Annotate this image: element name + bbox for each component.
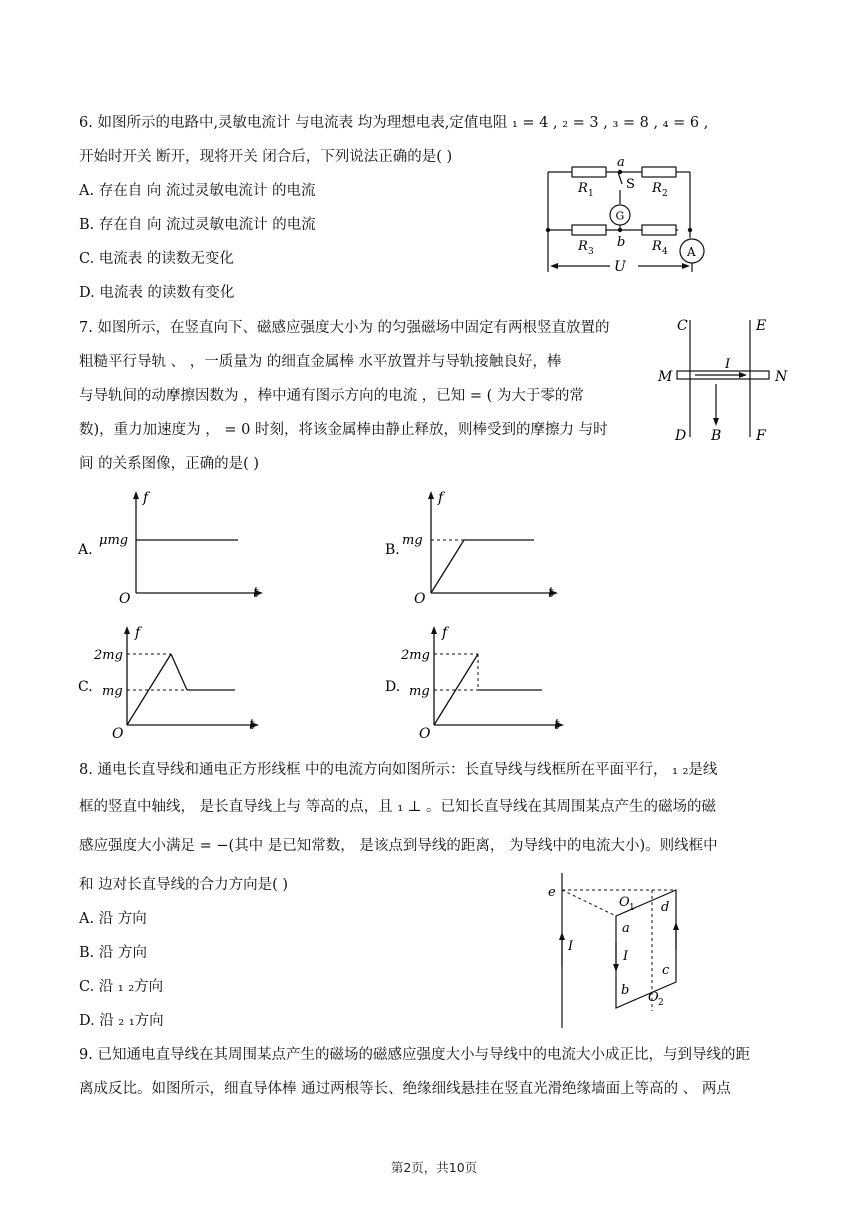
q7-graph-d bbox=[382, 620, 582, 745]
q8-label-o2: O bbox=[648, 990, 659, 1005]
q7-graph-b-f: f bbox=[438, 490, 444, 506]
q8-option-b: B. 沿 方向 bbox=[79, 945, 147, 961]
q8-label-c: c bbox=[662, 963, 670, 978]
q8-line-1: 8. 通电长直导线和通电正方形线框 中的电流方向如图所示：长直导线与线框所在平面平行， ₁ ₂是线 bbox=[79, 762, 718, 778]
q6-label-a: a bbox=[617, 155, 625, 170]
q7-label-c: C bbox=[677, 318, 688, 334]
q6-circuit-diagram bbox=[530, 150, 730, 280]
q6-option-b: B. 存在自 向 流过灵敏电流计 的电流 bbox=[79, 217, 316, 233]
q7-graph-c-level-2: 2mg bbox=[94, 648, 123, 663]
q8-label-i-wire: I bbox=[568, 939, 574, 954]
q6-option-a: A. 存在自 向 流过灵敏电流计 的电流 bbox=[79, 183, 316, 199]
q7-graph-c-f: f bbox=[135, 625, 141, 641]
q7-graph-b-t: t bbox=[548, 585, 554, 601]
q6-label-s: S bbox=[626, 177, 635, 192]
q7-graph-a bbox=[75, 485, 275, 610]
q6-line-1: 6. 如图所示的电路中,灵敏电流计 与电流表 均为理想电表,定值电阻 ₁ = 4 , ₂ = 3 , ₃ = 8 , ₄ = 6 , bbox=[79, 115, 709, 131]
q7-graph-c-option: C. bbox=[78, 679, 93, 695]
q8-label-o2-sub: 2 bbox=[658, 998, 664, 1008]
q8-label-i-frame: I bbox=[623, 949, 629, 964]
q7-line-4: 数)，重力加速度为 ， = 0 时刻，将该金属棒由静止释放，则棒受到的摩擦力 与时 bbox=[79, 422, 608, 438]
q7-label-m: M bbox=[658, 369, 673, 385]
q9-line-2: 离成反比。如图所示，细直导体棒 通过两根等长、绝缘细线悬挂在竖直光滑绝缘墙面上等高的 、 两点 bbox=[79, 1081, 731, 1097]
q7-graph-c bbox=[75, 620, 275, 745]
q7-graph-b-origin: O bbox=[414, 591, 426, 607]
q7-graph-a-level: μmg bbox=[99, 533, 129, 548]
q8-label-o1-sub: 1 bbox=[629, 903, 635, 913]
q7-graph-d-level-1: mg bbox=[409, 684, 430, 699]
q7-graph-a-f: f bbox=[143, 490, 149, 506]
q7-label-e: E bbox=[756, 318, 767, 334]
q8-option-d: D. 沿 ₂ ₁方向 bbox=[79, 1013, 164, 1029]
q8-line-3: 感应强度大小满足 = −(其中 是已知常数， 是该点到导线的距离， 为导线中的电流大小)。则线框中 bbox=[79, 838, 718, 854]
q6-galvanometer-label: G bbox=[615, 209, 625, 223]
q6-option-c: C. 电流表 的读数无变化 bbox=[79, 251, 234, 267]
q9-line-1: 9. 已知通电直导线在其周围某点产生的磁场的磁感应强度大小与导线中的电流大小成正比，与到导线的距 bbox=[79, 1047, 750, 1063]
q7-graph-b-option: B. bbox=[385, 542, 400, 558]
q7-graph-b-level: mg bbox=[402, 533, 423, 548]
q7-graph-d-option: D. bbox=[385, 679, 401, 695]
q6-label-b: b bbox=[617, 235, 626, 250]
q8-line-2: 框的竖直中轴线， 是长直导线上与 等高的点，且 ₁ ⊥ 。已知长直导线在其周围某点产生的磁场的磁 bbox=[79, 799, 716, 815]
q7-graph-d-t: t bbox=[554, 717, 560, 733]
q7-label-d: D bbox=[675, 428, 687, 444]
q8-label-e: e bbox=[548, 885, 556, 900]
q7-line-5: 间 的关系图像，正确的是( ) bbox=[79, 456, 260, 472]
q7-label-b: B bbox=[711, 428, 722, 444]
q8-wire-frame-diagram bbox=[540, 868, 700, 1033]
q6-label-r1-sub: 1 bbox=[588, 189, 594, 199]
q7-graph-d-origin: O bbox=[419, 726, 431, 742]
q6-label-r3: R bbox=[578, 239, 588, 254]
q7-graph-a-origin: O bbox=[119, 591, 131, 607]
q7-graph-d-f: f bbox=[442, 625, 448, 641]
page-footer: 第2页，共10页 bbox=[390, 1160, 478, 1175]
q8-label-d: d bbox=[661, 900, 670, 915]
q6-label-r1: R bbox=[578, 181, 588, 196]
q7-graph-c-origin: O bbox=[112, 726, 124, 742]
q8-option-a: A. 沿 方向 bbox=[79, 911, 147, 927]
q7-graph-b bbox=[382, 485, 582, 610]
q8-label-o1: O bbox=[619, 895, 630, 910]
q7-label-n: N bbox=[775, 369, 788, 385]
q6-label-r2: R bbox=[652, 181, 662, 196]
q6-line-2: 开始时开关 断开，现将开关 闭合后，下列说法正确的是( ) bbox=[79, 149, 453, 165]
q7-line-1: 7. 如图所示，在竖直向下、磁感应强度大小为 的匀强磁场中固定有两根竖直放置的 bbox=[79, 320, 610, 336]
q6-option-d: D. 电流表 的读数有变化 bbox=[79, 285, 235, 301]
q8-option-c: C. 沿 ₁ ₂方向 bbox=[79, 979, 164, 995]
q6-label-r3-sub: 3 bbox=[588, 247, 594, 257]
q7-label-f: F bbox=[756, 428, 766, 444]
q7-line-3: 与导轨间的动摩擦因数为 ，棒中通有图示方向的电流 ，已知 = ( 为大于零的常 bbox=[79, 388, 584, 404]
q8-label-b: b bbox=[621, 983, 630, 998]
q7-line-2: 粗糙平行导轨 、 ，一质量为 的细直金属棒 水平放置并与导轨接触良好，棒 bbox=[79, 354, 562, 370]
q7-rails-diagram bbox=[655, 312, 795, 447]
q7-label-i: I bbox=[725, 357, 731, 372]
q8-line-4: 和 边对长直导线的合力方向是( ) bbox=[79, 877, 289, 893]
q6-label-r4: R bbox=[652, 239, 662, 254]
q6-label-r4-sub: 4 bbox=[662, 247, 668, 257]
q7-graph-d-level-2: 2mg bbox=[401, 648, 430, 663]
q7-graph-c-t: t bbox=[249, 717, 255, 733]
q6-label-u: U bbox=[614, 259, 626, 275]
q6-ammeter-label: A bbox=[687, 245, 696, 259]
q7-graph-a-t: t bbox=[253, 585, 259, 601]
q7-graph-c-level-1: mg bbox=[102, 684, 123, 699]
q8-label-a: a bbox=[622, 921, 630, 936]
q7-graph-a-option: A. bbox=[78, 542, 93, 558]
q6-label-r2-sub: 2 bbox=[662, 189, 668, 199]
